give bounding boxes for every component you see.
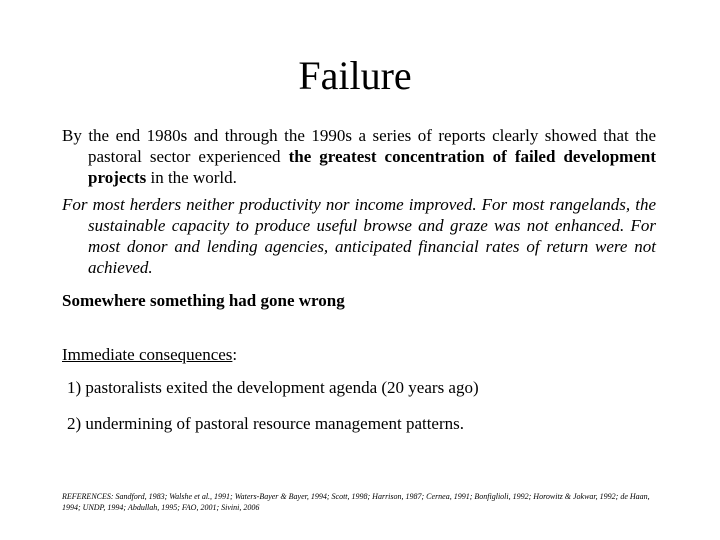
slide-title: Failure (298, 53, 412, 98)
paragraph1-text-after: in the world. (146, 168, 237, 187)
references: REFERENCES: Sandford, 1983; Walshe et al., 1991; Waters-Bayer & Bayer, 1994; Scott, 1998; Harrison, 1987; Cernea, 1991; Bonfiglioli, 1992; Horowitz & Jokwar, 1992; de Haan, 1994; UNDP, 1994; Abdullah, 1995; FAO, 2001; Sivini, 2006 (62, 492, 650, 512)
consequences-heading (62, 344, 656, 365)
paragraph1-text-before: By the end 1980s and through the 1990s a series of reports clearly showed that the pastoral sector experienced (62, 126, 656, 166)
consequence-item-2: 2) undermining of pastoral resource management patterns. (67, 414, 465, 433)
paragraph-failure-reports (62, 125, 656, 188)
paragraph-outcomes: For most herders neither productivity nor income improved. For most rangelands, the sustainable capacity to produce useful browse and graze was not enhanced. For most donor and lending agencies, anticipated financial rates of return were not achieved. (62, 195, 656, 277)
consequence-item-1: 1) pastoralists exited the development agenda (20 years ago) (67, 378, 479, 397)
paragraph1-emphasis: the greatest concentration of failed development projects (88, 147, 656, 187)
consequences-heading-label: Immediate consequences (62, 345, 233, 364)
paragraph-something-wrong: Somewhere something had gone wrong (62, 291, 345, 310)
consequences-heading-colon: : (232, 345, 238, 364)
